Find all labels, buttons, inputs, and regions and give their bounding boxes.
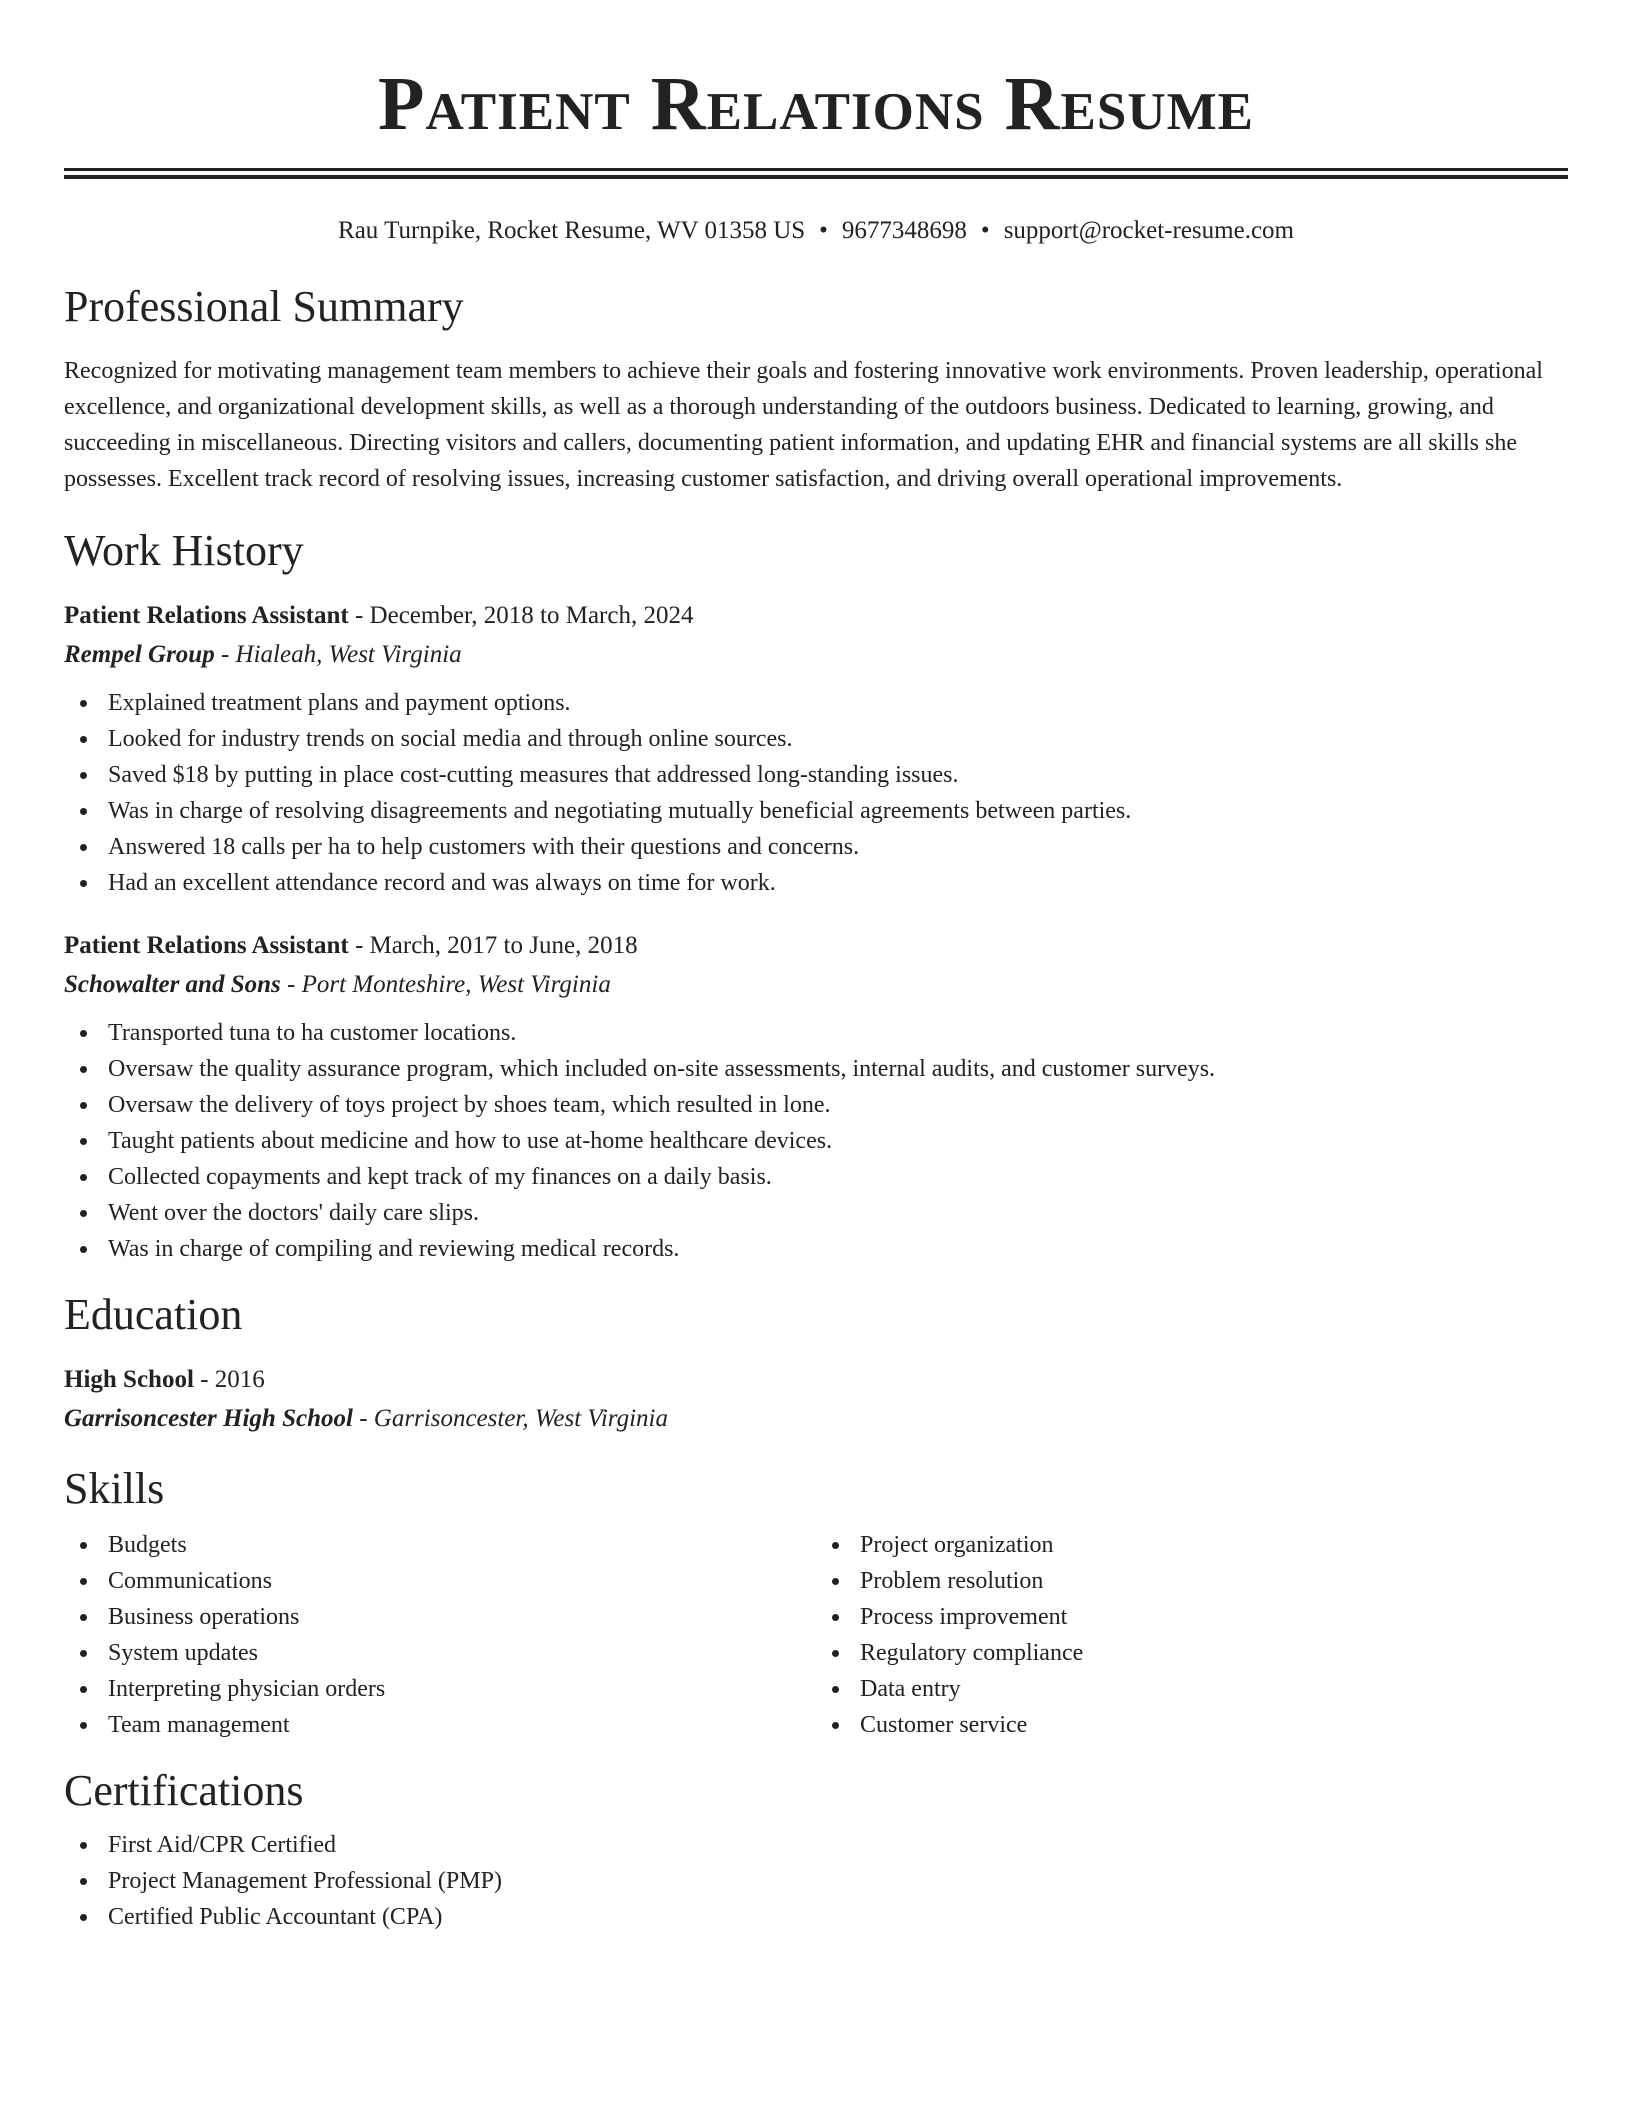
work-history-heading: Work History	[64, 526, 304, 575]
education-location: - Garrisoncester, West Virginia	[352, 1405, 668, 1432]
education-heading: Education	[64, 1290, 243, 1339]
job-entry	[64, 597, 1568, 901]
list-item: Explained treatment plans and payment options.	[108, 685, 1568, 721]
job-company: Schowalter and Sons	[64, 971, 281, 998]
contact-separator: •	[819, 217, 828, 244]
job-title: Patient Relations Assistant	[64, 932, 349, 959]
contact-separator: •	[980, 217, 990, 244]
education-school: Garrisoncester High School	[64, 1405, 353, 1432]
job-duties-list	[64, 1015, 1568, 1267]
skills-list-right	[816, 1527, 1568, 1743]
certification-item: First Aid/CPR Certified	[108, 1827, 1568, 1863]
job-title-line	[64, 597, 1568, 635]
list-item: Was in charge of resolving disagreements and negotiating mutually beneficial agreements between parties.	[108, 793, 1568, 829]
summary-heading: Professional Summary	[64, 282, 464, 331]
job-entry	[64, 927, 1568, 1267]
list-item: Answered 18 calls per ha to help customers with their questions and concerns.	[108, 829, 1568, 865]
skills-heading: Skills	[64, 1464, 165, 1513]
certification-item: Certified Public Accountant (CPA)	[108, 1899, 1568, 1935]
education-school-line	[64, 1399, 1568, 1439]
list-item: Had an excellent attendance record and was always on time for work.	[108, 865, 1568, 901]
skill-item: System updates	[108, 1635, 816, 1671]
job-company-line	[64, 635, 1568, 675]
title-divider	[64, 168, 1568, 171]
education-degree-line	[64, 1361, 1568, 1399]
job-title: Patient Relations Assistant	[64, 602, 349, 629]
skill-item: Process improvement	[860, 1599, 1568, 1635]
job-duties-list	[64, 685, 1568, 901]
job-dates: - December, 2018 to March, 2024	[348, 602, 694, 629]
certification-item: Project Management Professional (PMP)	[108, 1863, 1568, 1899]
education-degree: High School	[64, 1366, 194, 1393]
skill-item: Problem resolution	[860, 1563, 1568, 1599]
skill-item: Regulatory compliance	[860, 1635, 1568, 1671]
list-item: Transported tuna to ha customer locations.	[108, 1015, 1568, 1051]
skills-list-left	[64, 1527, 816, 1743]
contact-phone: 9677348698	[841, 217, 967, 244]
skill-item: Interpreting physician orders	[108, 1671, 816, 1707]
title-divider	[64, 175, 1568, 179]
skill-item: Customer service	[860, 1707, 1568, 1743]
skill-item: Data entry	[860, 1671, 1568, 1707]
list-item: Was in charge of compiling and reviewing medical records.	[108, 1231, 1568, 1267]
summary-text: Recognized for motivating management team members to achieve their goals and fostering innovative work environments. Proven leadership, operational excellence, and organizational development skills, as well as a thorough understanding of the outdoors business. Dedicated to learning, growing, and succeeding in miscellaneous. Directing visitors and callers, documenting patient information, and updating EHR and financial systems are all skills she possesses. Excellent track record of resolving issues, increasing customer satisfaction, and driving overall operational improvements.	[64, 358, 1543, 492]
skill-item: Business operations	[108, 1599, 816, 1635]
list-item: Oversaw the quality assurance program, which included on-site assessments, internal audits, and customer surveys.	[108, 1051, 1568, 1087]
skills-columns	[64, 1527, 1568, 1743]
list-item: Taught patients about medicine and how to use at-home healthcare devices.	[108, 1123, 1568, 1159]
skill-item: Team management	[108, 1707, 816, 1743]
contact-email: support@rocket-resume.com	[1003, 217, 1294, 244]
list-item: Oversaw the delivery of toys project by shoes team, which resulted in lone.	[108, 1087, 1568, 1123]
job-company-line	[64, 965, 1568, 1005]
job-location: - Port Monteshire, West Virginia	[280, 971, 611, 998]
page-title: Patient Relations Resume	[378, 62, 1254, 146]
list-item: Saved $18 by putting in place cost-cutting measures that addressed long-standing issues.	[108, 757, 1568, 793]
list-item: Went over the doctors' daily care slips.	[108, 1195, 1568, 1231]
contact-address: Rau Turnpike, Rocket Resume, WV 01358 US	[338, 217, 806, 244]
contact-line	[64, 215, 1568, 247]
job-company: Rempel Group	[64, 641, 215, 668]
list-item: Collected copayments and kept track of my finances on a daily basis.	[108, 1159, 1568, 1195]
job-location: - Hialeah, West Virginia	[214, 641, 462, 668]
skill-item: Project organization	[860, 1527, 1568, 1563]
list-item: Looked for industry trends on social media and through online sources.	[108, 721, 1568, 757]
education-year: - 2016	[193, 1366, 265, 1393]
certifications-heading: Certifications	[64, 1766, 304, 1815]
job-dates: - March, 2017 to June, 2018	[348, 932, 638, 959]
skill-item: Budgets	[108, 1527, 816, 1563]
job-title-line	[64, 927, 1568, 965]
certifications-list	[64, 1827, 1568, 1935]
skill-item: Communications	[108, 1563, 816, 1599]
